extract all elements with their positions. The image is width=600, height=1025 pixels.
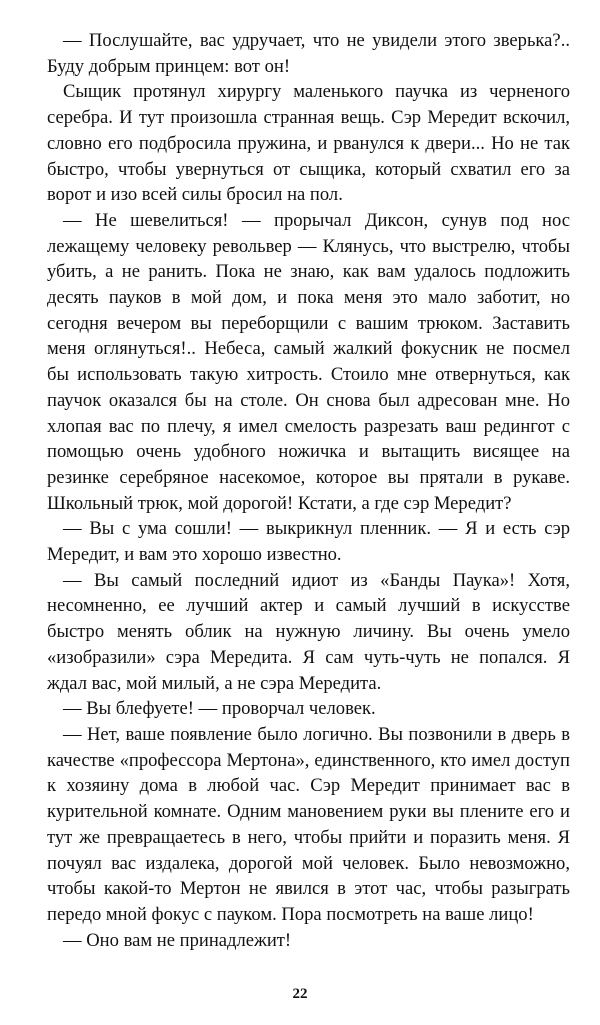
body-text [47, 28, 570, 953]
paragraph-3: — Не шевелиться! — прорычал Диксон, сунув под нос лежащему человеку револьвер — Клянусь, что выстрелю, чтобы убить, а не ранить. Пока не знаю, как вам удалось подложить десять пауков в мой дом, и пока меня это мало заботит, но сегодня вечером вы переборщили с вашим трюком. Заставить меня оглянуться!.. Небеса, самый жалкий фокусник не посмел бы использовать такую хитрость. Стоило мне отвернуться, как паучок оказался бы на столе. Он снова был адресован мне. Но хлопая вас по плечу, я имел смелость разрезать ваш редингот с помощью очень удобного ножичка и вытащить висящее на резинке серебряное насекомое, которое вы прятали в рукаве. Школьный трюк, мой дорогой! Кстати, а где сэр Мередит? [47, 209, 570, 514]
paragraph-4: — Вы с ума сошли! — выкрикнул пленник. — Я и есть сэр Мередит, и вам это хорошо известно. [47, 518, 570, 566]
paragraph-6: — Вы блефуете! — проворчал человек. [63, 698, 376, 720]
paragraph-2: Сыщик протянул хирургу маленького паучка из черненого серебра. И тут произошла странная вещь. Сэр Мередит вскочил, словно его подбросила пружина, и рванулся к двери... Но не так быстро, чтобы увернуться от сыщика, который схватил его за ворот и изо всей силы бросил на пол. [47, 81, 570, 206]
paragraph-7: — Нет, ваше появление было логично. Вы позвонили в дверь в качестве «профессора Мертона», единственного, кто имел доступ к хозяину дома в любой час. Сэр Мередит принимает вас в курительной комнате. Одним мановением руки вы плените его и тут же превращаетесь в него, чтобы прийти и поразить меня. Я почуял вас издалека, дорогой мой человек. Было невозможно, чтобы какой-то Мертон не явился в этот час, чтобы разыграть передо мной фокус с пауком. Пора посмотреть на ваше лицо! [47, 723, 570, 925]
paragraph-1: — Послушайте, вас удручает, что не увидели этого зверька?.. Буду добрым принцем: вот он! [47, 30, 570, 77]
paragraph-8: — Оно вам не принадлежит! [63, 929, 292, 951]
page-number: 22 [292, 986, 308, 1002]
paragraph-5: — Вы самый последний идиот из «Банды Паука»! Хотя, несомненно, ее лучший актер и самый лучший в искусстве быстро менять облик на нужную личину. Вы очень умело «изобразили» сэра Мередита. Я сам чуть-чуть не попался. Я ждал вас, мой милый, а не сэра Мередита. [47, 569, 570, 694]
